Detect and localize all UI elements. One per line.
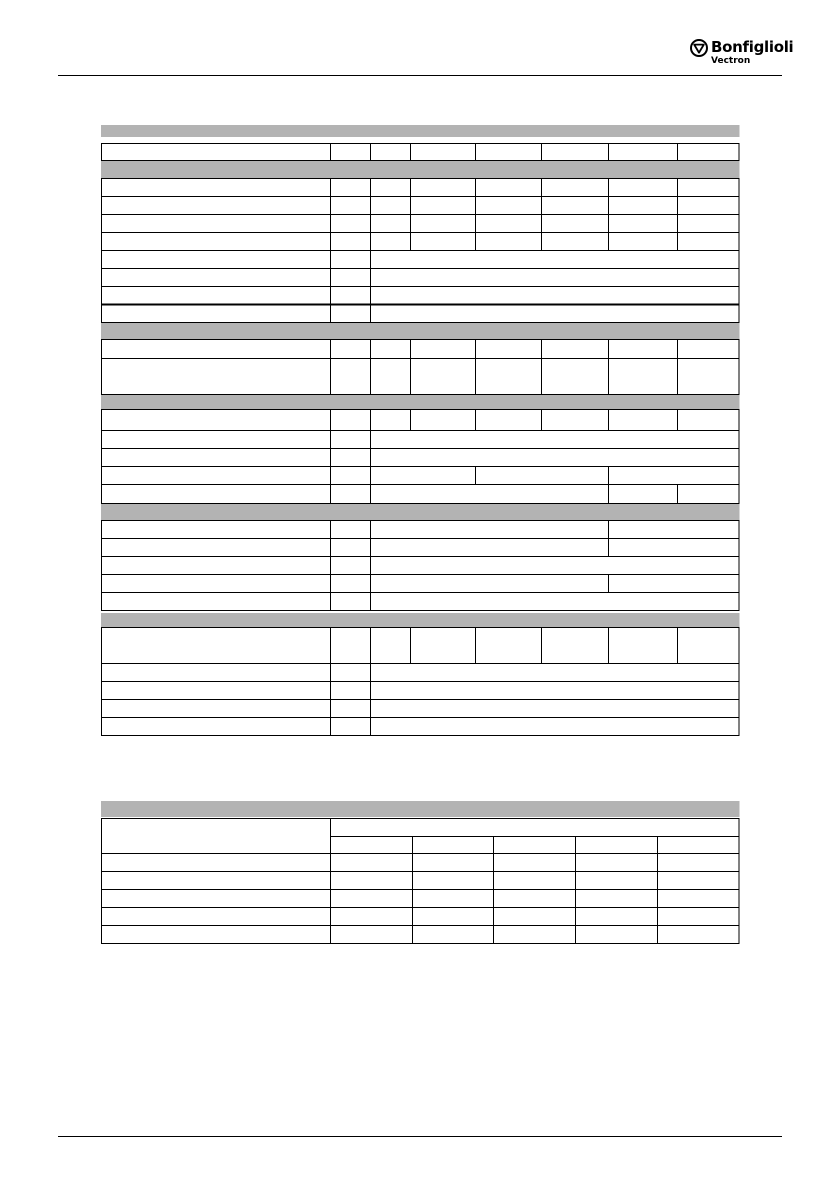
table-row	[102, 179, 740, 197]
table-row	[102, 682, 740, 700]
section-band	[101, 801, 740, 817]
section-band	[101, 613, 740, 627]
table-row	[102, 144, 740, 161]
table-row	[102, 431, 740, 449]
power-ratings-table-lines	[101, 801, 740, 945]
technical-data-table	[101, 125, 740, 736]
table-row	[102, 575, 740, 593]
table-row	[102, 926, 740, 944]
table-row	[102, 449, 740, 467]
table-row	[102, 557, 740, 575]
table-row	[102, 539, 740, 557]
table-row	[102, 215, 740, 233]
table-row	[102, 700, 740, 718]
section-band	[101, 503, 740, 520]
section-band	[101, 322, 740, 339]
table-row	[102, 251, 740, 269]
brand-logo	[690, 38, 794, 70]
bonfiglioli-triangle-logo-icon	[690, 39, 708, 57]
table-row	[102, 467, 740, 485]
table-row	[102, 908, 740, 926]
table-row	[102, 872, 740, 890]
section-band	[101, 125, 740, 137]
table-row	[102, 305, 740, 323]
table-row	[102, 233, 740, 251]
section-band	[101, 160, 740, 178]
table-row	[102, 854, 740, 872]
power-ratings-table	[101, 801, 740, 945]
header-rule	[58, 75, 782, 76]
table-row	[102, 593, 740, 611]
table-row	[102, 890, 740, 908]
brand-name: Bonfiglioli	[711, 38, 794, 56]
table-row	[102, 197, 740, 215]
technical-data-table-lines	[101, 125, 740, 736]
footer-rule	[58, 1136, 782, 1137]
table-row	[102, 340, 740, 359]
table-row	[102, 359, 740, 395]
table-row	[102, 664, 740, 682]
table-row	[102, 628, 740, 664]
table-row	[102, 410, 740, 431]
table-row	[102, 485, 740, 504]
table-row	[102, 718, 740, 736]
table-row	[102, 287, 740, 305]
table-row	[102, 269, 740, 287]
brand-sub-name: Vectron	[711, 56, 751, 66]
section-band	[101, 394, 740, 409]
table-row	[102, 521, 740, 539]
